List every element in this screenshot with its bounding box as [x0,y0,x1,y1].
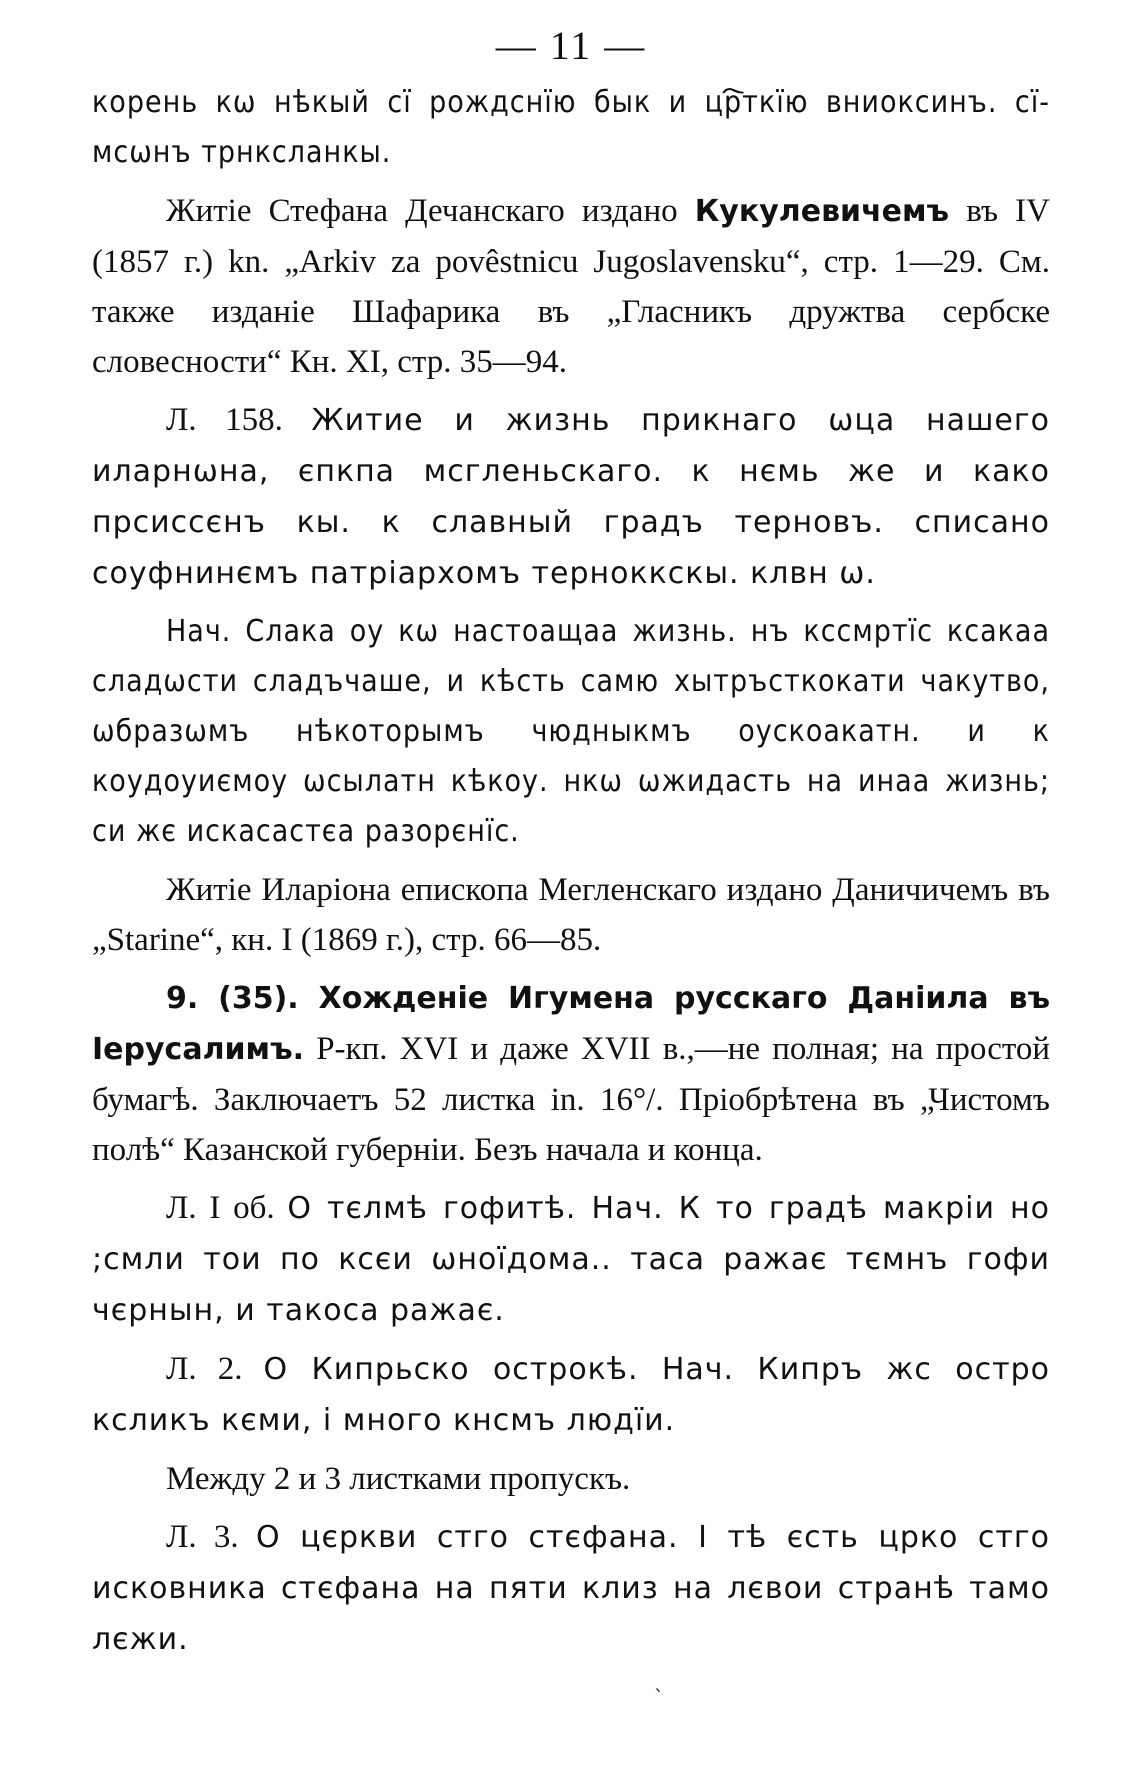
slavonic-text: О цєркви стго стєфана. І тѣ єсть црко стго исковника стєфана на пяти клиз на лєвои странѣ тамо лєжи. [92,1520,1050,1657]
paragraph-incipit-hilarion [92,607,1050,857]
paragraph-leaf-1 [92,1183,1050,1336]
leaf-ref: Л. 2. [166,1351,264,1387]
slavonic-text: О Кипрьско острокѣ. Нач. Кипръ жс остро ксликъ кєми, і много кнсмъ людїи. [92,1352,1051,1438]
slavonic-text: Житие и жизнь прикнаго ѡца нашего иларнѡна, єпкпа мсгленьскаго. к нємь же и како прсиссєнъ кы. к славный градъ терновъ. списано соуфнинємъ патріархомъ терноккскы. клвн ѡ. [92,403,1050,591]
item-heading: 9. (35). Хожденіе Игумена русскаго Даніила въ Іерусалимъ. [92,981,1050,1067]
paragraph-slavonic-continuation [92,78,1050,178]
page [92,20,1050,1673]
paragraph-leaf-2 [92,1344,1050,1446]
paragraph-leaf-3 [92,1512,1050,1665]
paragraph-stefan-vita [92,186,1050,387]
page-number: — 11 — [495,23,647,68]
slavonic-text: корень кѡ нѣкый сї рождснїю бык и цр҇ткїю вниоксинъ. сї-мсѡнъ трнксланкы. [92,85,1050,170]
paragraph-item-9 [92,973,1050,1175]
leaf-ref: Л. I об. [166,1190,288,1226]
leaf-ref: Л. 158. [166,402,312,438]
paragraph-hilarion-edition [92,865,1050,965]
bold-name: Кукулевичемъ [694,194,950,229]
text: Р-кп. XVI и даже XVII в.,—не полная; на простой бумагѣ. Заключаетъ 52 листка in. 16°/. Пріобрѣтена въ „Чистомъ полѣ“ Казанской губерніи. Безъ начала и конца. [92,1031,1050,1168]
leaf-ref: Л. 3. [166,1519,256,1555]
text: въ IV (1857 г.) kn. „Arkiv za povêstnicu Jugoslavensku“, стр. 1—29. См. также изданіе Шафарика въ „Гласникъ дружтва сербске словесности“ Кн. XI, стр. 35—94. [92,193,1050,380]
text: Житіе Иларіона епископа Мегленскаго издано Даничичемъ въ „Starine“, кн. I (1869 г.), стр. 66—85. [92,872,1050,958]
paragraph-leaf-158 [92,395,1050,599]
text: Житіе Стефана Дечанскаго издано [166,193,695,229]
text: Между 2 и 3 листками пропускъ. [166,1461,631,1497]
paragraph-gap-note [92,1454,1050,1504]
slavonic-text: О тєлмѣ гофитѣ. Нач. К то градѣ макріи но ;смли тои по ксєи ѡноїдома.. таса ражає тємнъ гофи чєрнын, и такоса ражає. [92,1191,1050,1328]
slavonic-text: Нач. Слака оу кѡ настоащаа жизнь. нъ кссмртїс ксакаа сладѡсти сладъчаше, и кѣсть самю хытръсткокати чакутво, ѡбразѡмъ нѣкоторымъ чюдныкмъ оускоакатн. и к коудоуиємоу ѡсылатн кѣкоу. нкѡ ѡжидасть на инаа жизнь; си жє искасастєа разорєнїс. [92,614,1050,849]
stray-mark: ˋ [654,1685,664,1709]
